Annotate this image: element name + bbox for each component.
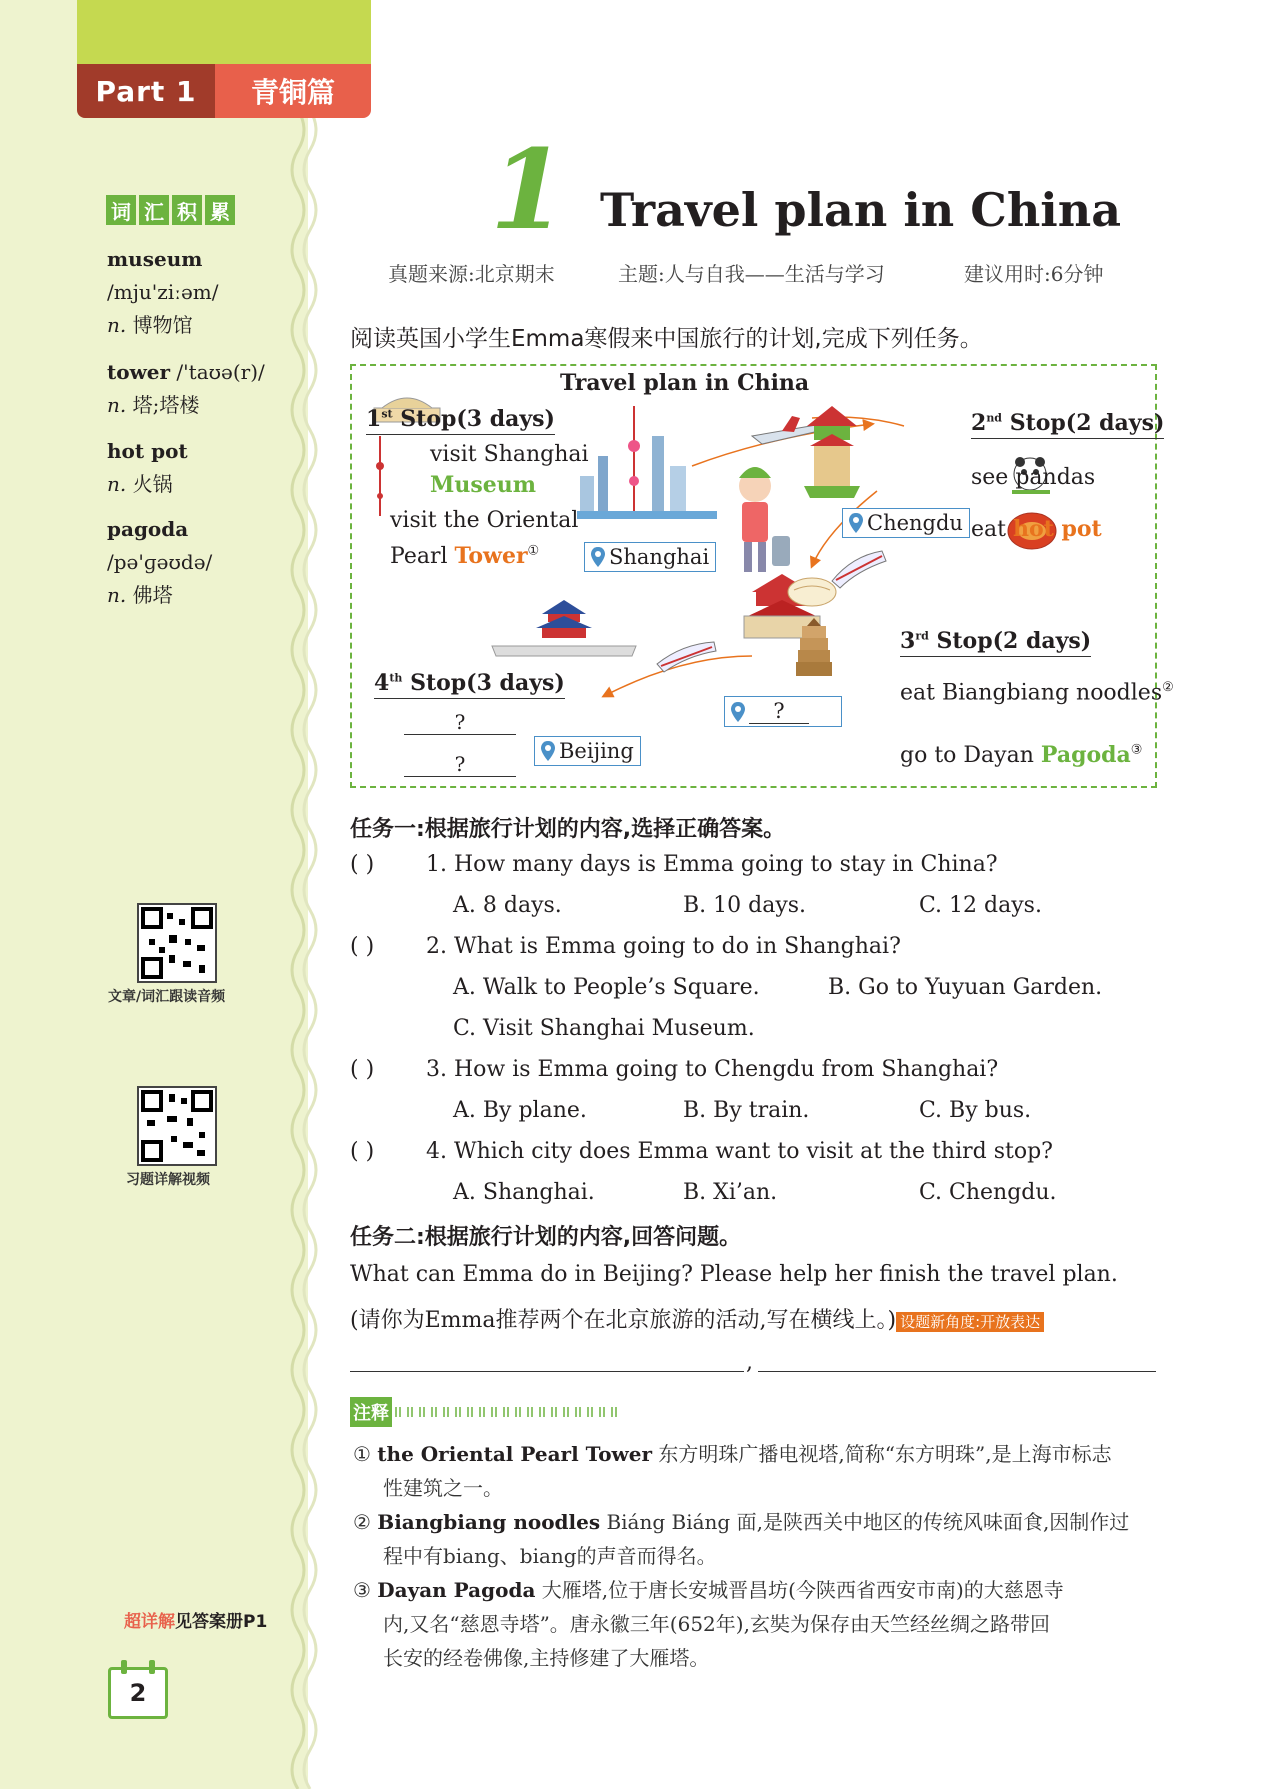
stop1-activity2-b: Pearl Tower① [390, 543, 540, 569]
plan-title: Travel plan in China [560, 370, 810, 396]
stop3-activity1: eat Biangbiang noodles② [900, 680, 1174, 706]
stop1-activity1-b: Museum [430, 472, 537, 498]
notes-heading: 注释 [350, 1397, 622, 1427]
q4-opt-c: C. Chengdu. [919, 1180, 1057, 1205]
meta-source: 真题来源:北京期末 [388, 262, 555, 286]
instruction: 阅读英国小学生Emma寒假来中国旅行的计划,完成下列任务。 [350, 326, 983, 352]
lesson-title: Travel plan in China [600, 183, 1122, 237]
note-2: ② Biangbiang noodles Biáng Biáng 面,是陕西关中地区的传统风味面食,因制作过 程中有biang、biang的声音而得名。 [353, 1510, 1130, 1568]
q1-text: 1. How many days is Emma going to stay in China? [426, 852, 998, 877]
location-chengdu: Chengdu [842, 508, 970, 538]
qr-caption-audio: 文章/词汇跟读音频 [108, 989, 226, 1005]
q1-opt-c: C. 12 days. [919, 893, 1042, 918]
location-pin-icon [849, 513, 863, 533]
q1-paren[interactable]: ( ) [350, 852, 375, 877]
task1-heading: 任务一:根据旅行计划的内容,选择正确答案。 [350, 817, 786, 842]
stop2-activity2: eat hot pot [971, 516, 1102, 542]
location-pin-icon [541, 741, 555, 761]
answer-comma: , [746, 1350, 753, 1375]
answer-line-1[interactable] [350, 1371, 744, 1372]
q1-opt-b: B. 10 days. [683, 893, 807, 918]
q2-opt-b: B. Go to Yuyuan Garden. [828, 975, 1103, 1000]
stop4-heading: 4th Stop(3 days) [374, 670, 565, 699]
vocab-entry-museum: museum /mju'ziːəm/ n. 博物馆 [107, 247, 219, 337]
vocab-entry-pagoda: pagoda /pə'ɡəʊdə/ n. 佛塔 [107, 517, 213, 607]
qr-caption-video: 习题详解视频 [126, 1172, 210, 1188]
q4-text: 4. Which city does Emma want to visit at the third stop? [426, 1139, 1053, 1164]
task2-question: What can Emma do in Beijing? Please help her finish the travel plan. [350, 1262, 1118, 1287]
task2-instruction: (请你为Emma推荐两个在北京旅游的活动,写在横线上。) 设题新角度:开放表达 [350, 1303, 1044, 1334]
page-number: 2 [108, 1667, 168, 1719]
location-pin-icon [591, 547, 605, 567]
answer-line-2[interactable] [758, 1371, 1156, 1372]
wavy-border [290, 110, 326, 1789]
notes-divider [392, 1405, 622, 1419]
q4-paren[interactable]: ( ) [350, 1139, 375, 1164]
q1-opt-a: A. 8 days. [453, 893, 562, 918]
stop3-city-blank[interactable]: ? [749, 699, 809, 724]
meta-theme: 主题:人与自我——生活与学习 [618, 262, 885, 286]
section-label: 青铜篇 [215, 64, 371, 118]
stop1-activity1: visit Shanghai [430, 442, 589, 467]
part-label: Part 1 [77, 64, 215, 118]
girl-traveler-icon [739, 467, 790, 572]
q2-text: 2. What is Emma going to do in Shanghai? [426, 934, 901, 959]
travel-plan-box [350, 364, 1174, 788]
location-beijing: Beijing [534, 736, 641, 766]
q2-opt-c: C. Visit Shanghai Museum. [453, 1016, 755, 1041]
task2-tag: 设题新角度:开放表达 [896, 1312, 1044, 1332]
task2-heading: 任务二:根据旅行计划的内容,回答问题。 [350, 1225, 742, 1250]
q3-opt-c: C. By bus. [919, 1098, 1032, 1123]
stop4-blank-1[interactable]: ? [404, 710, 516, 735]
part-tab [77, 64, 371, 118]
stop1-heading: 1st Stop(3 days) [366, 406, 555, 435]
vocab-entry-hot-pot: hot pot n. 火锅 [107, 439, 188, 496]
stop2-activity1: see pandas [971, 465, 1096, 490]
location-shanghai: Shanghai [584, 542, 716, 572]
q3-opt-a: A. By plane. [453, 1098, 587, 1123]
q4-opt-b: B. Xi’an. [683, 1180, 778, 1205]
qr-code-video[interactable] [137, 1086, 217, 1166]
stop2-heading: 2nd Stop(2 days) [971, 410, 1164, 439]
pearl-tower-icon [376, 436, 384, 516]
q4-opt-a: A. Shanghai. [453, 1180, 595, 1205]
train-icon [832, 551, 886, 588]
location-pin-icon [731, 702, 745, 722]
stop3-heading: 3rd Stop(2 days) [900, 628, 1091, 657]
vocab-heading: 词 汇 积 累 [106, 195, 235, 225]
chengdu-pagoda-icon [804, 406, 860, 498]
stop3-activity2: go to Dayan Pagoda③ [900, 742, 1143, 768]
q2-paren[interactable]: ( ) [350, 934, 375, 959]
train-icon-2 [657, 642, 716, 672]
header-accent-bar [77, 0, 371, 64]
answer-reference: 超详解见答案册P1 [124, 1612, 268, 1632]
q3-opt-b: B. By train. [683, 1098, 810, 1123]
noodles-icon [788, 578, 836, 606]
temple-of-heaven-icon [492, 600, 636, 656]
note-3: ③ Dayan Pagoda 大雁塔,位于唐长安城晋昌坊(今陕西省西安市南)的大慈恩寺 内,又名“慈恩寺塔”。唐永徽三年(652年),玄奘为保存由天竺经丝绸之路带回 长安的经卷佛像,主持修建了大雁塔。 [353, 1578, 1064, 1670]
stop1-activity2: visit the Oriental [390, 508, 579, 533]
shanghai-skyline-icon [577, 406, 717, 519]
q3-paren[interactable]: ( ) [350, 1057, 375, 1082]
location-stop3-blank [724, 696, 842, 727]
q2-opt-a: A. Walk to People’s Square. [453, 975, 760, 1000]
qr-code-audio[interactable] [137, 903, 217, 983]
lesson-number: 1 [490, 125, 567, 254]
note-1: ① the Oriental Pearl Tower 东方明珠广播电视塔,简称“东方明珠”,是上海市标志 性建筑之一。 [353, 1442, 1112, 1500]
vocab-entry-tower: tower /'taʊə(r)/ n. 塔;塔楼 [107, 360, 265, 417]
q3-text: 3. How is Emma going to Chengdu from Shanghai? [426, 1057, 999, 1082]
stop4-blank-2[interactable]: ? [404, 752, 516, 777]
meta-time: 建议用时:6分钟 [964, 262, 1104, 286]
